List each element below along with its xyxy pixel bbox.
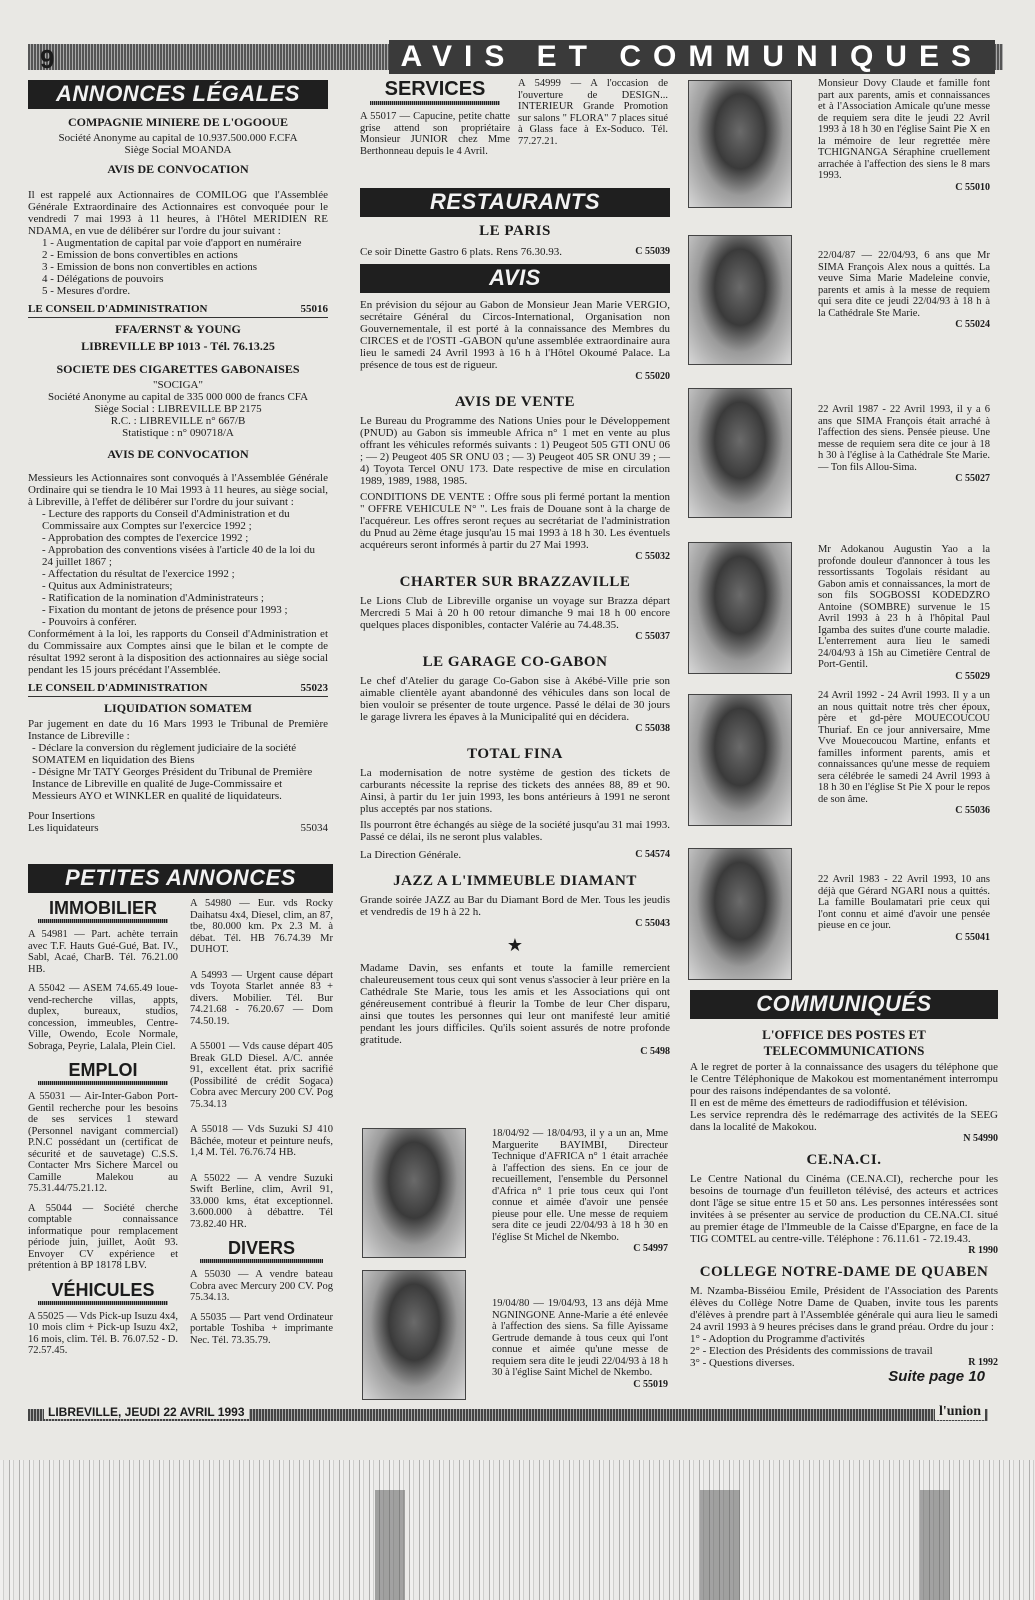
ffa-line1: FFA/ERNST & YOUNG xyxy=(115,322,241,336)
obituary-text: Mr Adokanou Augustin Yao a la profonde douleur d'annoncer à tous les ressortissants Togolais résidant au Gabon amis et connaissances, la mort de son fils SOGBOSSI KODEDZRO Antoine (SOMBRE) survenue le 15 Avril 1993 à 23 h à l'hôpital Paul Igamba des suites d'une courte maladie. L'enterrement aura lieu le samedi 24/04/93 à 15h au Cimetière Central de Port-Gentil. xyxy=(818,544,990,670)
portrait-photo xyxy=(688,388,792,518)
avis-banner: AVIS xyxy=(360,264,670,293)
total-body: La modernisation de notre système de gestion des tickets de carburants nécessite la reprise des tickets des années 88, 89 et 90. Ainsi, à partir du 1er juin 1993, les bons antérieurs à 1991 ne seront plus acceptés par nos stations. xyxy=(360,767,670,815)
small-ad: A 55018 — Vds Suzuki SJ 410 Bâchée, moteur et peinture neufs, 1,4 M. Tél. 76.76.74 HB. xyxy=(190,1124,333,1158)
agenda-item: - Lecture des rapports du Conseil d'Administration et du Commissaire aux Comptes sur l'exercice 1992 ; xyxy=(42,508,290,532)
petites-annonces xyxy=(28,864,333,893)
garage-body: Le chef d'Atelier du garage Co-Gabon sise à Akébé-Ville prie son aimable clientèle ayant abandonné des véhicules dans son local de bien vouloir se présenter de toute urgence. Passé le délai de 30 jours le garage livrera les épaves à la Municipalité qui en décidera. xyxy=(360,675,670,723)
avis-body: En prévision du séjour au Gabon de Monsieur Jean Marie VERGIO, secrétaire Général du Circos-International, Organisation non Gouvernementale, il est porté à la connaissance des Membres du CIRCES et de l'OSTI -GABON qu'une assemblée extraordinaire aura lieu le samedi 24 Avril 1993 à 16 h à l'Hôtel Okoumé Palace. La présence de tous est de rigueur. xyxy=(360,299,670,371)
restaurant-name: LE PARIS xyxy=(479,223,551,239)
agenda-item: 4 - Délégations de pouvoirs xyxy=(42,273,164,285)
services-bar xyxy=(370,101,500,105)
comilog-agenda xyxy=(42,237,328,297)
total-sign-row xyxy=(360,849,670,863)
sociga-title: AVIS DE CONVOCATION xyxy=(107,447,249,461)
small-ad: A 55001 — Vds cause départ 405 Break GLD Diesel. A/C. année 91, excellent état. prix sacrifié (Possibilité de crédit Sogaca) Cobra avec Mercury 200 CV. Pog 75.34.13 xyxy=(190,1041,333,1110)
agenda-item: 2 - Emission de bons convertibles en actions xyxy=(42,249,238,261)
comilog-company: COMPAGNIE MINIERE DE L'OGOOUE xyxy=(67,115,289,129)
star-divider: ★ xyxy=(506,935,524,955)
restaurant-body: Ce soir Dinette Gastro 6 plats. Rens 76.30.93. xyxy=(360,246,562,258)
obituary-right-1 xyxy=(818,78,990,193)
obituary-mid-1 xyxy=(492,1128,668,1255)
page-number: 9 xyxy=(40,44,55,74)
services-title: SERVICES xyxy=(384,78,486,100)
college-body: M. Nzamba-Bisséiou Emile, Président de l'Association des Parents élèves du Collège Notre Dame de Quaben, invite tous les parents d'élèves à prendre part à l'Assemblée générale qui aura lieu le samedi 24 avril 1993 à 9 heures précises dans le grand préau. Ordre du jour : xyxy=(690,1285,998,1333)
petites-annonces-banner: PETITES ANNONCES xyxy=(28,864,333,893)
agenda-item: 3 - Emission de bons non convertibles en actions xyxy=(42,261,258,273)
obituary-ref: C 55027 xyxy=(955,473,990,484)
scan-artifact xyxy=(375,1490,405,1600)
small-ad: A 54993 — Urgent cause départ vds Toyota Starlet année 83 + divers. Mobilier. Tél. Bur 74.21.68 - 76.20.67 — Dom 74.50.19. xyxy=(190,969,333,1027)
sociga-agenda xyxy=(42,508,328,628)
charter-ref: C 55037 xyxy=(635,631,670,642)
portrait-photo xyxy=(362,1128,466,1258)
sociga-stat: Statistique : n° 090718/A xyxy=(122,427,234,439)
sociga-signature-row xyxy=(28,682,328,697)
obituary-ref: C 55010 xyxy=(955,181,990,193)
opt-body3: Les service reprendra dès le redémarrage des activités de la SEEG dans la localité de Makokou. xyxy=(690,1109,998,1133)
obituary-right-4 xyxy=(818,544,990,682)
obituary-right-3 xyxy=(818,404,990,485)
emploi-title: EMPLOI xyxy=(68,1060,138,1080)
services-section xyxy=(360,78,510,165)
obituary-text: 22 Avril 1987 - 22 Avril 1993, il y a 6 ans que SIMA François était arraché à l'affection des siens. Pensée pieuse. Une messe de requiem sera dite ce jour à 18 h 30 à l'église à la Cathédrale Ste Marie. — Ton fils Allou-Sima. xyxy=(818,404,990,473)
vehicules-title: VÉHICULES xyxy=(51,1279,155,1300)
agenda-item: - Pouvoirs à conférer. xyxy=(42,616,137,628)
small-ad: A 55025 — Vds Pick-up Isuzu 4x4, 10 mois clim + Pick-up Isuzu 4x2, 16 mois, clim. Tél. B. 76.07.52 - D. 72.57.45. xyxy=(28,1310,179,1356)
comilog-body: Il est rappelé aux Actionnaires de COMILOG que l'Assemblée Générale Extraordinaire des Actionnaires est convoquée pour le vendredi 7 mai 1993 à 11 heures, à l'Hôtel MERIDIEN RE NDAMA, en vue de délibérer sur l'ordre du jour suivant : xyxy=(28,189,328,237)
cenaci-body: Le Centre National du Cinéma (CE.NA.CI), recherche pour les besoins de tournage d'un feuilleton télévisé, des acteurs et actrices dont l'âge se situe entre 15 et 50 ans. Les personnes intéressées sont invitées à se présenter au service de production du CE.NA.CI. situé au premier étage de l'Immeuble de la Caisse d'Epargne, en face de la TIG COMTEL au centre-ville. Téléphone : 76.11.61 - 72.19.43. xyxy=(690,1173,998,1245)
scan-noise xyxy=(0,1460,1035,1600)
obituary-right-6 xyxy=(818,874,990,943)
agenda-item: - Approbation des conventions visées à l'article 40 de la loi du 24 juillet 1867 ; xyxy=(42,544,315,568)
vente-ref: C 55032 xyxy=(635,551,670,562)
sociga-closing: Conformément à la loi, les rapports du Conseil d'Administration et du Commissaire aux Comptes ainsi que le bilan et le compte de résultat 1992 seront à la disposition des actionnaires au siège social pendant les 15 jours précédant l'Assemblée. xyxy=(28,628,328,676)
communiques-banner: COMMUNIQUÉS xyxy=(690,990,998,1019)
avis-ref: C 55020 xyxy=(635,371,670,382)
small-ad: A 55035 — Part vend Ordinateur portable Toshiba + imprimante Nec. Tél. 73.35.79. xyxy=(190,1311,333,1346)
column-middle xyxy=(360,188,670,1057)
sociga-short: "SOCIGA" xyxy=(153,379,203,391)
small-ad: A 55030 — A vendre bateau Cobra avec Mercury 200 CV. Pog 75.34.13. xyxy=(190,1269,333,1303)
agenda-item: - Quitus aux Administrateurs; xyxy=(42,580,173,592)
obituary-text: 24 Avril 1992 - 24 Avril 1993. Il y a un an nous quittait notre très cher époux, père et gd-père MOUECOUCOU Thuriaf. En ce jour anniversaire, Mme Vve Mouecoucou Martine, enfants et familles informent parents, amis et connaissances qu'une messe de requiem sera célébrée le samedi 24 Avril 1993 à 18 h 30 en l'église St Pie X pour le repos de son âme. xyxy=(818,690,990,805)
divers-title: DIVERS xyxy=(227,1238,296,1258)
vehicules-bar xyxy=(38,1301,168,1305)
sociga-company: SOCIETE DES CIGARETTES GABONAISES xyxy=(56,362,300,376)
opt-ref: N 54990 xyxy=(963,1133,998,1144)
footer-date: LIBREVILLE, JEUDI 22 AVRIL 1993 xyxy=(44,1405,249,1419)
small-ad: A 55044 — Société cherche comptable connaissance informatique pour remplacement période juin, juillet, Août 93. Envoyer CV expérience et prétention à BP 18178 LBV. xyxy=(28,1202,178,1271)
somatem-items xyxy=(32,742,328,802)
portrait-photo xyxy=(688,235,792,365)
obituary-text: Monsieur Dovy Claude et famille font part aux parents, amis et connaissances et à l'Association Amicale qu'une messe de requiem sera dite le jeudi 22 Avril 1993 à 18 h 30 en l'église Saint Pie X en la mémoire de leur regrettée mère TCHIGNANGA Séraphine cruellement arrachée à l'affection des siens le 8 mars 1993. xyxy=(818,78,990,181)
somatem-footer-row xyxy=(28,822,328,836)
somatem-ref: 55034 xyxy=(300,822,328,834)
somatem-item: - Déclare la conversion du règlement judiciaire de la société SOMATEM en liquidation des Biens xyxy=(32,742,297,766)
small-ad: A 55031 — Air-Inter-Gabon Port-Gentil recherche pour les besoins de ses services 1 steward (Personnel navigant commercial) P.N.C possédant un (certificat de sécurité et de sauvetage) C.S.S. Contacter Mrs Sichere Marcel ou Camille Malekou au 75.31.44/75.21.12. xyxy=(28,1091,178,1194)
obituary-ref: C 55036 xyxy=(955,805,990,816)
vente-title: AVIS DE VENTE xyxy=(454,394,576,410)
services-ad: A 55017 — Capucine, petite chatte grise attend son propriétaire Monsieur JUNIOR chez Mme Berthonneau depuis le 4 Avril. xyxy=(360,111,510,157)
annonces-legales-banner: ANNONCES LÉGALES xyxy=(28,80,328,109)
somatem-body: Par jugement en date du 16 Mars 1993 le Tribunal de Première Instance de Libreville : xyxy=(28,718,328,742)
obituary-ref: C 55024 xyxy=(955,319,990,330)
comilog-signature: LE CONSEIL D'ADMINISTRATION xyxy=(28,303,208,315)
small-ad: A 54980 — Eur. vds Rocky Daihatsu 4x4, Diesel, clim, an 87, tbe, 80.000 km. Px 2.3 M. à débat. Tél. HB 76.74.39 Mr DUHOT. xyxy=(190,898,333,955)
somatem-footer2: Les liquidateurs xyxy=(28,822,99,834)
portrait-photo xyxy=(688,542,792,674)
newspaper-logo: l'union xyxy=(935,1404,985,1420)
charter-body: Le Lions Club de Libreville organise un voyage sur Brazza départ Mercredi 5 Mai à 20 h 00 retour dimanche 9 mai 18 h 00 encore quelques places disponibles, contacter Valérie au 74.48.35. xyxy=(360,595,670,631)
charter-title: CHARTER SUR BRAZZAVILLE xyxy=(399,574,631,590)
portrait-photo xyxy=(688,848,792,980)
petites-annonces-col2 xyxy=(190,898,333,1354)
total-ref: C 54574 xyxy=(635,849,670,860)
obituary-text: 22 Avril 1983 - 22 Avril 1993, 10 ans déjà que Gérard NGARI nous a quittés. La famille Boulamatari prie ceux qui l'ont connu et aimé d'avoir une pensée pieuse en ce jour. xyxy=(818,874,990,931)
continued-link[interactable]: Suite page 10 xyxy=(888,1368,985,1385)
jazz-body: Grande soirée JAZZ au Bar du Diamant Bord de Mer. Tous les jeudis et vendredis de 19 h à 22 h. xyxy=(360,894,670,918)
total-body2: Ils pourront être échangés au siège de la société jusqu'au 31 mai 1993. Passé ce délai, ils ne seront plus valables. xyxy=(360,819,670,843)
obituary-text: 22/04/87 — 22/04/93, 6 ans que Mr SIMA François Alex nous a quittés. La veuve Sima Marie Madeleine convie, parents et amis à la messe de requiem qui sera dite ce jeudi 22/04/93 à 18 h à la Cathédrale Ste Marie. xyxy=(818,250,990,319)
agenda-item: - Ratification de la nomination d'Administrateurs ; xyxy=(42,592,264,604)
portrait-photo xyxy=(688,694,792,826)
sociga-siege: Siège Social : LIBREVILLE BP 2175 xyxy=(94,403,262,415)
opt-title: L'OFFICE DES POSTES ET TELECOMMUNICATIONS xyxy=(762,1027,926,1058)
somatem-footer1: Pour Insertions xyxy=(28,810,95,822)
agenda-item: - Approbation des comptes de l'exercice 1992 ; xyxy=(42,532,249,544)
agenda-item: 2° - Election des Présidents des commissions de travail xyxy=(690,1345,933,1357)
comilog-capital: Société Anonyme au capital de 10.937.500.000 F.CFA xyxy=(58,132,298,144)
agenda-item: 3° - Questions diverses. xyxy=(690,1357,795,1369)
restaurants-banner: RESTAURANTS xyxy=(360,188,670,217)
total-sign: La Direction Générale. xyxy=(360,849,462,861)
somatem-item: - Désigne Mr TATY Georges Président du Tribunal de Première Instance de Libreville en qualité de Juge-Commissaire et Messieurs AYO et WINKLER en qualité de liquidateurs. xyxy=(32,766,313,802)
sociga-rc: R.C. : LIBREVILLE n° 667/B xyxy=(110,415,246,427)
sociga-notice xyxy=(28,362,328,697)
restaurant-row xyxy=(360,246,670,260)
divers-bar xyxy=(200,1259,323,1263)
obituary-ref: C 55029 xyxy=(955,670,990,682)
column-annonces-legales xyxy=(28,80,328,838)
agenda-item: 1 - Augmentation de capital par voie d'apport en numéraire xyxy=(42,237,302,249)
comilog-notice xyxy=(28,115,328,318)
immobilier-title: IMMOBILIER xyxy=(49,898,157,918)
opt-body: A le regret de porter à la connaissance des usagers du téléphone que le Centre Téléphonique de Makokou est momentanément interrompu pour des raisons indépendantes de sa volonté. xyxy=(690,1061,998,1097)
comilog-siege: Siège Social MOANDA xyxy=(124,144,232,156)
portrait-photo xyxy=(688,80,792,208)
scan-artifact xyxy=(920,1490,950,1600)
opt-body2: Il en est de même des émetteurs de radiodiffusion et télévision. xyxy=(690,1097,968,1109)
immobilier-bar xyxy=(38,919,168,923)
small-ad: A 55042 — ASEM 74.65.49 loue-vend-recherche villas, appts, duplex, bureaux, studios, concession, immeubles, Centre-Ville, Owendo, Ecole Normale, Sobraga, Peyrie, Lalala, Plein Ciel. xyxy=(28,983,178,1052)
total-title: TOTAL FINA xyxy=(467,746,563,762)
vente-body: Le Bureau du Programme des Nations Unies pour le Développement (PNUD) au Gabon sis immeuble Africa n° 1 met en vente au plus offrant les véhicules reformés suivants : 1) Peugeot 505 GTI ONU 06 ; — 2) Peugeot 405 SR ONU 03 ; — 3) Peugeot 405 SR ONU 39 ; — 4) Toyota Tercel ONU 173. Date respective de mise en circulation 1989, 1989, 1988, 1985. xyxy=(360,415,670,487)
obituary-right-2 xyxy=(818,250,990,331)
obituary-text: 18/04/92 — 18/04/93, il y a un an, Mme Marguerite BAYIMBI, Directeur Technique d'AFRICA n° 1 était arrachée à l'affection des siens. En ce jour de recueillement, l'ensemble du Personnel d'Africa n° 1 prie tous ceux qui l'ont connue et aimée d'avoir une pensée pieuse pour elle. Une messe de requiem sera dite ce jeudi 22/04/93 à 18 h 30 en l'église St Michel de Nkembo. xyxy=(492,1128,668,1243)
small-ad: A 55022 — A vendre Suzuki Swift Berline, clim, Avril 91, 33.000 kms, état exceptionnel. 3.600.000 à débattre. Tél 73.82.40 HR. xyxy=(190,1172,333,1230)
portrait-photo xyxy=(362,1270,466,1400)
somatem-notice xyxy=(28,701,328,836)
obituary-ref: C 55041 xyxy=(955,931,990,943)
jazz-ref: C 55043 xyxy=(635,918,670,929)
scan-artifact xyxy=(700,1490,740,1600)
comilog-title: AVIS DE CONVOCATION xyxy=(107,162,249,176)
petites-annonces-col1 xyxy=(28,898,178,1365)
agenda-item: - Affectation du résultat de l'exercice 1992 ; xyxy=(42,568,235,580)
communiques-section xyxy=(690,990,998,1369)
sociga-capital: Société Anonyme au capital de 335 000 000 de francs CFA xyxy=(47,391,309,403)
college-title: COLLEGE NOTRE-DAME DE QUABEN xyxy=(699,1264,989,1280)
services-section-2 xyxy=(518,78,668,155)
agenda-item: - Fixation du montant de jetons de présence pour 1993 ; xyxy=(42,604,288,616)
garage-title: LE GARAGE CO-GABON xyxy=(422,654,608,670)
vente-conditions: CONDITIONS DE VENTE : Offre sous pli fermé portant la mention " OFFRE VEHICULE N° ". Les frais de Douane sont à la charge de l'acquéreur. Les offres seront reçues au secrétariat de l'administration du Pnud au 2ème étage jusqu'au 15 mai 1993 à 18 h 30. Les éventuels acquéreurs seront informés à partir du 27 Mai 1993. xyxy=(360,491,670,551)
comilog-signature-row xyxy=(28,303,328,318)
college-agenda xyxy=(690,1333,998,1369)
restaurant-ref: C 55039 xyxy=(635,246,670,257)
jazz-title: JAZZ A L'IMMEUBLE DIAMANT xyxy=(393,873,637,889)
agenda-item: 1° - Adoption du Programme d'activités xyxy=(690,1333,865,1345)
davin-body: Madame Davin, ses enfants et toute la famille remercient chaleureusement tous ceux qui sont venus s'associer à leur prière en la Cathédrale Ste Marie, tous les amis et les Associations qui ont généreusement contribué à fleurir la Tombe de leur Cher disparu, ainsi que toutes les personnes qui leur ont manifesté leur amitié pendant les jours difficiles. Qu'ils soient assurés de notre profonde gratitude. xyxy=(360,962,670,1046)
obituary-ref: C 55019 xyxy=(633,1378,668,1390)
cenaci-title: CE.NA.CI. xyxy=(806,1152,882,1168)
sociga-body: Messieurs les Actionnaires sont convoqués à l'Assemblée Générale Ordinaire qui se tiendra le 10 Mai 1993 à 11 heures, au siège social, à Libreville, à l'effet de délibérer sur l'ordre du jour suivant : xyxy=(28,472,328,508)
obituary-right-5 xyxy=(818,690,990,817)
somatem-title: LIQUIDATION SOMATEM xyxy=(104,701,252,715)
sociga-signature: LE CONSEIL D'ADMINISTRATION xyxy=(28,682,208,694)
services-ad-2: A 54999 — A l'occasion de l'ouverture de DESIGN... INTERIEUR Grande Promotion sur salons " FLORA" 7 places situé à Glass face à Ex-Soduco. Tél. 77.27.21. xyxy=(518,78,668,147)
section-title: AVIS ET COMMUNIQUES xyxy=(389,40,995,74)
obituary-mid-2 xyxy=(492,1298,668,1390)
small-ad: A 54981 — Part. achète terrain avec T.F. Hauts Gué-Gué, Bat. IV., Sabl, Acaé, CharB. Tél. 76.21.00 HB. xyxy=(28,929,178,975)
comilog-ref: 55016 xyxy=(300,303,328,315)
davin-ref: C 5498 xyxy=(640,1046,670,1057)
obituary-text: 19/04/80 — 19/04/93, 13 ans déjà Mme NGNINGONE Anne-Marie a été enlevée à l'affection des siens. Sa fille Ayissame Gertrude demande à tous ceux qui l'ont connue et aimée qu'une messe de requiem sera dite le jeudi 22/04/93 à 18 h 30 à l'église Saint Michel de Nkembo. xyxy=(492,1298,668,1378)
cenaci-ref: R 1990 xyxy=(968,1245,998,1256)
ffa-line2: LIBREVILLE BP 1013 - Tél. 76.13.25 xyxy=(81,339,275,353)
agenda-item: 5 - Mesures d'ordre. xyxy=(42,285,131,297)
sociga-ref: 55023 xyxy=(300,682,328,694)
obituary-ref: C 54997 xyxy=(633,1243,668,1254)
emploi-bar xyxy=(38,1081,168,1085)
garage-ref: C 55038 xyxy=(635,723,670,734)
college-ref: R 1992 xyxy=(968,1357,998,1368)
